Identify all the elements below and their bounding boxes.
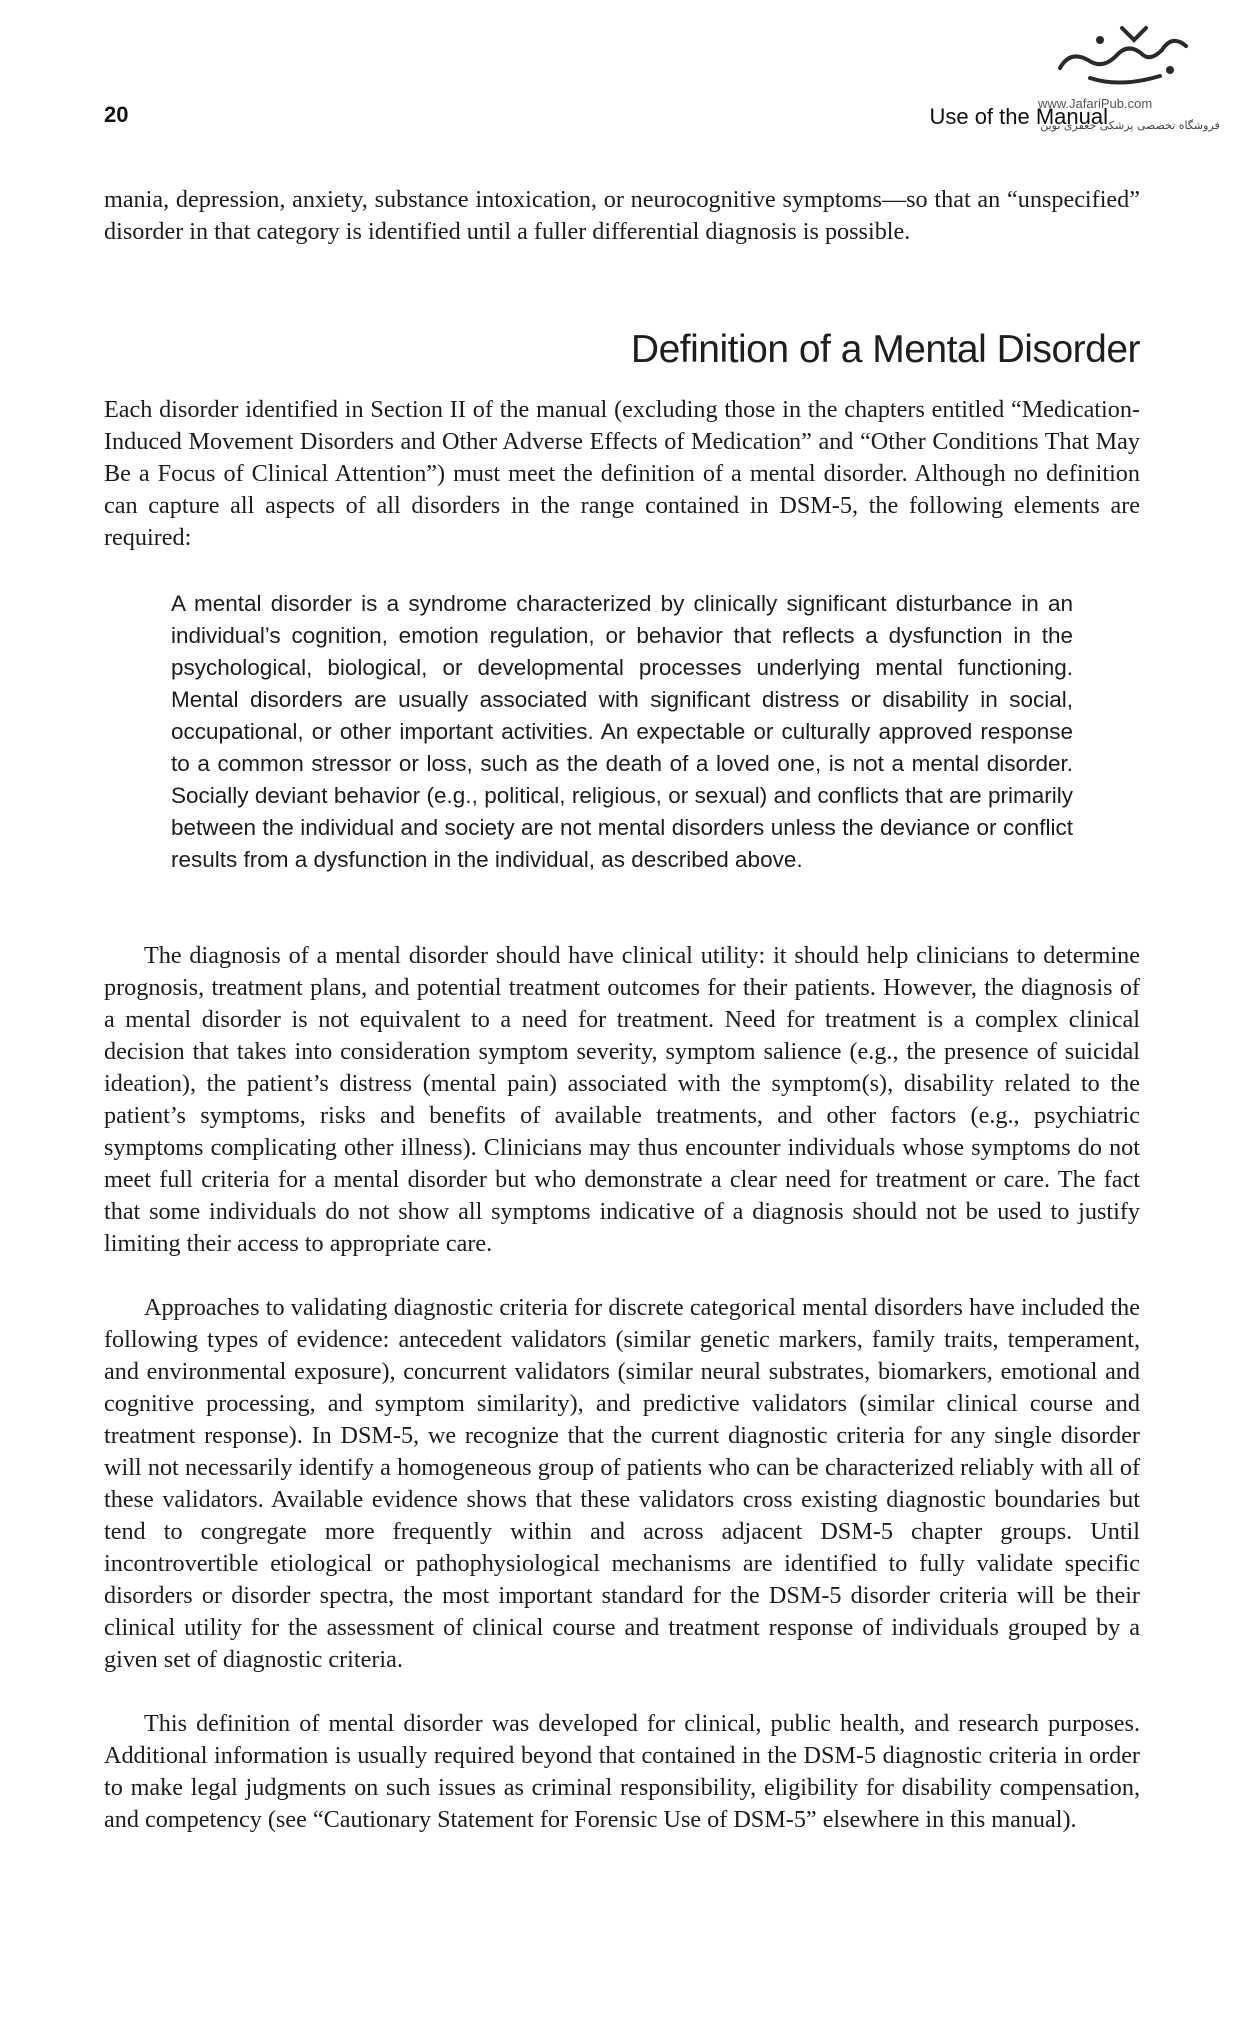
paragraph-validators: Approaches to validating diagnostic criteria for discrete categorical mental disorders have included the following types of evidence: antecedent validators (similar genetic markers, family traits, temperament, and environmental exposure), concurrent validators (similar neural substrates, biomarkers, emotional and cognitive processing, and symptom similarity), and predictive validators (similar clinical course and treatment response). In DSM-5, we recognize that the current diagnostic criteria for any single disorder will not necessarily identify a homogeneous group of patients who can be characterized reliably with all of these validators. Available evidence shows that these validators cross existing diagnostic boundaries but tend to congregate more frequently within and across adjacent DSM-5 chapter groups. Until incontrovertible etiological or pathophysiological mechanisms are identified to fully validate specific disorders or disorder spectra, the most important standard for the DSM-5 disorder criteria will be their clinical utility for the assessment of clinical course and treatment response of individuals grouped by a given set of diagnostic criteria.: [104, 1294, 1140, 1673]
paragraph-clinical-utility: The diagnosis of a mental disorder should have clinical utility: it should help clinicians to determine prognosis, treatment plans, and potential treatment outcomes for their patients. However, the diagnosis of a mental disorder is not equivalent to a need for treatment. Need for treatment is a complex clinical decision that takes into consideration symptom severity, symptom salience (e.g., the presence of suicidal ideation), the patient’s distress (mental pain) associated with the symptom(s), disability related to the patient’s symptoms, risks and benefits of available treatments, and other factors (e.g., psychiatric symptoms complicating other illness). Clinicians may thus encounter individuals whose symptoms do not meet full criteria for a mental disorder but who demonstrate a clear need for treatment or care. The fact that some individuals do not show all symptoms indicative of a diagnosis should not be used to justify limiting their access to appropriate care.: [104, 942, 1140, 1257]
publisher-tagline: فروشگاه تخصصی پزشکی جعفری نوین: [1040, 119, 1220, 132]
paragraph-purposes: This definition of mental disorder was developed for clinical, public health, and research purposes. Additional information is usually required beyond that contained in the DSM-5 diagnostic criteria in order to make legal judgments on such issues as criminal responsibility, eligibility for disability compensation, and competency (see “Cautionary Statement for Forensic Use of DSM-5” elsewhere in this manual).: [104, 1710, 1140, 1833]
running-head: Use of the Manual: [929, 104, 1108, 129]
page-number: 20: [104, 102, 129, 127]
jafari-pub-logo-icon: [1050, 20, 1200, 90]
continuation-paragraph: mania, depression, anxiety, substance intoxication, or neurocognitive symptoms—so that an “unspecified” disorder in that category is identified until a fuller differential diagnosis is possible.: [104, 186, 1140, 245]
definition-block: A mental disorder is a syndrome characterized by clinically significant disturbance in an individual’s cognition, emotion regulation, or behavior that reflects a dysfunction in the psychological, biological, or developmental processes underlying mental functioning. Mental disorders are usually associated with significant distress or disability in social, occupational, or other important activities. An expectable or culturally approved response to a common stressor or loss, such as the death of a loved one, is not a mental disorder. Socially deviant behavior (e.g., political, religious, or sexual) and conflicts that are primarily between the individual and society are not mental disorders unless the deviance or conflict results from a dysfunction in the individual, as described above.: [171, 591, 1073, 872]
publisher-watermark: [1030, 20, 1230, 140]
publisher-url: www.JafariPub.com: [1038, 96, 1153, 111]
section-heading: Definition of a Mental Disorder: [630, 328, 1140, 371]
intro-paragraph: Each disorder identified in Section II of the manual (excluding those in the chapters entitled “Medication-Induced Movement Disorders and Other Adverse Effects of Medication” and “Other Conditions That May Be a Focus of Clinical Attention”) must meet the definition of a mental disorder. Although no definition can capture all aspects of all disorders in the range contained in DSM-5, the following elements are required:: [104, 396, 1140, 551]
